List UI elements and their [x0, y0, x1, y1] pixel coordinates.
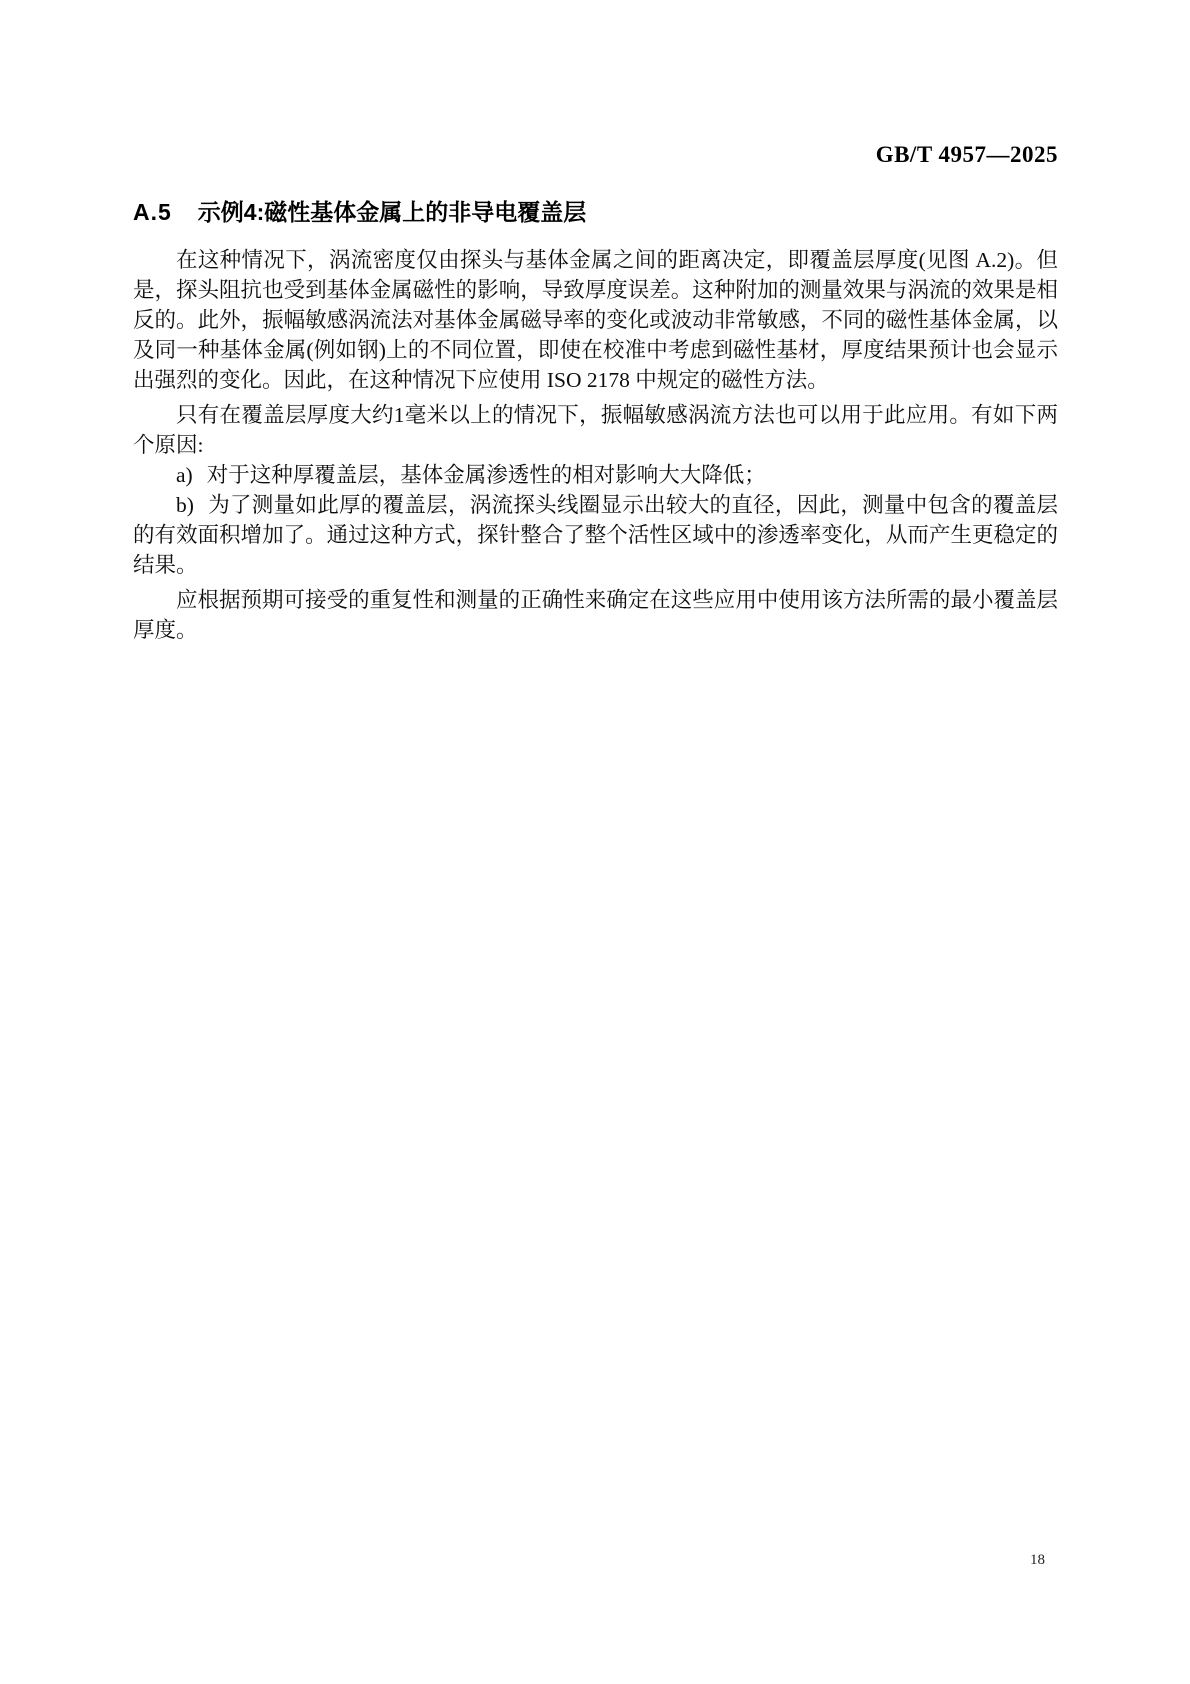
list-item-b: [133, 490, 1058, 580]
section-number: A.5: [133, 199, 172, 225]
page-number: 18: [1030, 1552, 1045, 1568]
standard-number: GB/T 4957—2025: [875, 142, 1058, 167]
section-heading: [133, 198, 1058, 226]
paragraph-2: 只有在覆盖层厚度大约1毫米以上的情况下，振幅敏感涡流方法也可以用于此应用。有如下两个原因:: [133, 403, 1058, 457]
running-header: [133, 143, 1058, 167]
section-body: [133, 245, 1058, 645]
paragraph-3: 应根据预期可接受的重复性和测量的正确性来确定在这些应用中使用该方法所需的最小覆盖层厚度。: [133, 588, 1058, 642]
page-content: [133, 143, 1058, 645]
list-item-b-label: b): [176, 493, 194, 517]
list-item-a: [133, 460, 1058, 490]
section-title: 示例4:磁性基体金属上的非导电覆盖层: [197, 199, 587, 225]
paragraph-1: 在这种情况下，涡流密度仅由探头与基体金属之间的距离决定，即覆盖层厚度(见图 A.2)。但是，探头阻抗也受到基体金属磁性的影响，导致厚度误差。这种附加的测量效果与涡流的效果是相反的。此外，振幅敏感涡流法对基体金属磁导率的变化或波动非常敏感，不同的磁性基体金属，以及同一种基体金属(例如钢)上的不同位置，即使在校准中考虑到磁性基材，厚度结果预计也会显示出强烈的变化。因此，在这种情况下应使用 ISO 2178 中规定的磁性方法。: [133, 248, 1058, 392]
list-item-b-text: 为了测量如此厚的覆盖层，涡流探头线圈显示出较大的直径，因此，测量中包含的覆盖层的有效面积增加了。通过这种方式，探针整合了整个活性区域中的渗透率变化，从而产生更稳定的结果。: [133, 493, 1058, 577]
list-item-a-label: a): [176, 463, 193, 487]
list-item-a-text: 对于这种厚覆盖层，基体金属渗透性的相对影响大大降低；: [206, 463, 766, 487]
